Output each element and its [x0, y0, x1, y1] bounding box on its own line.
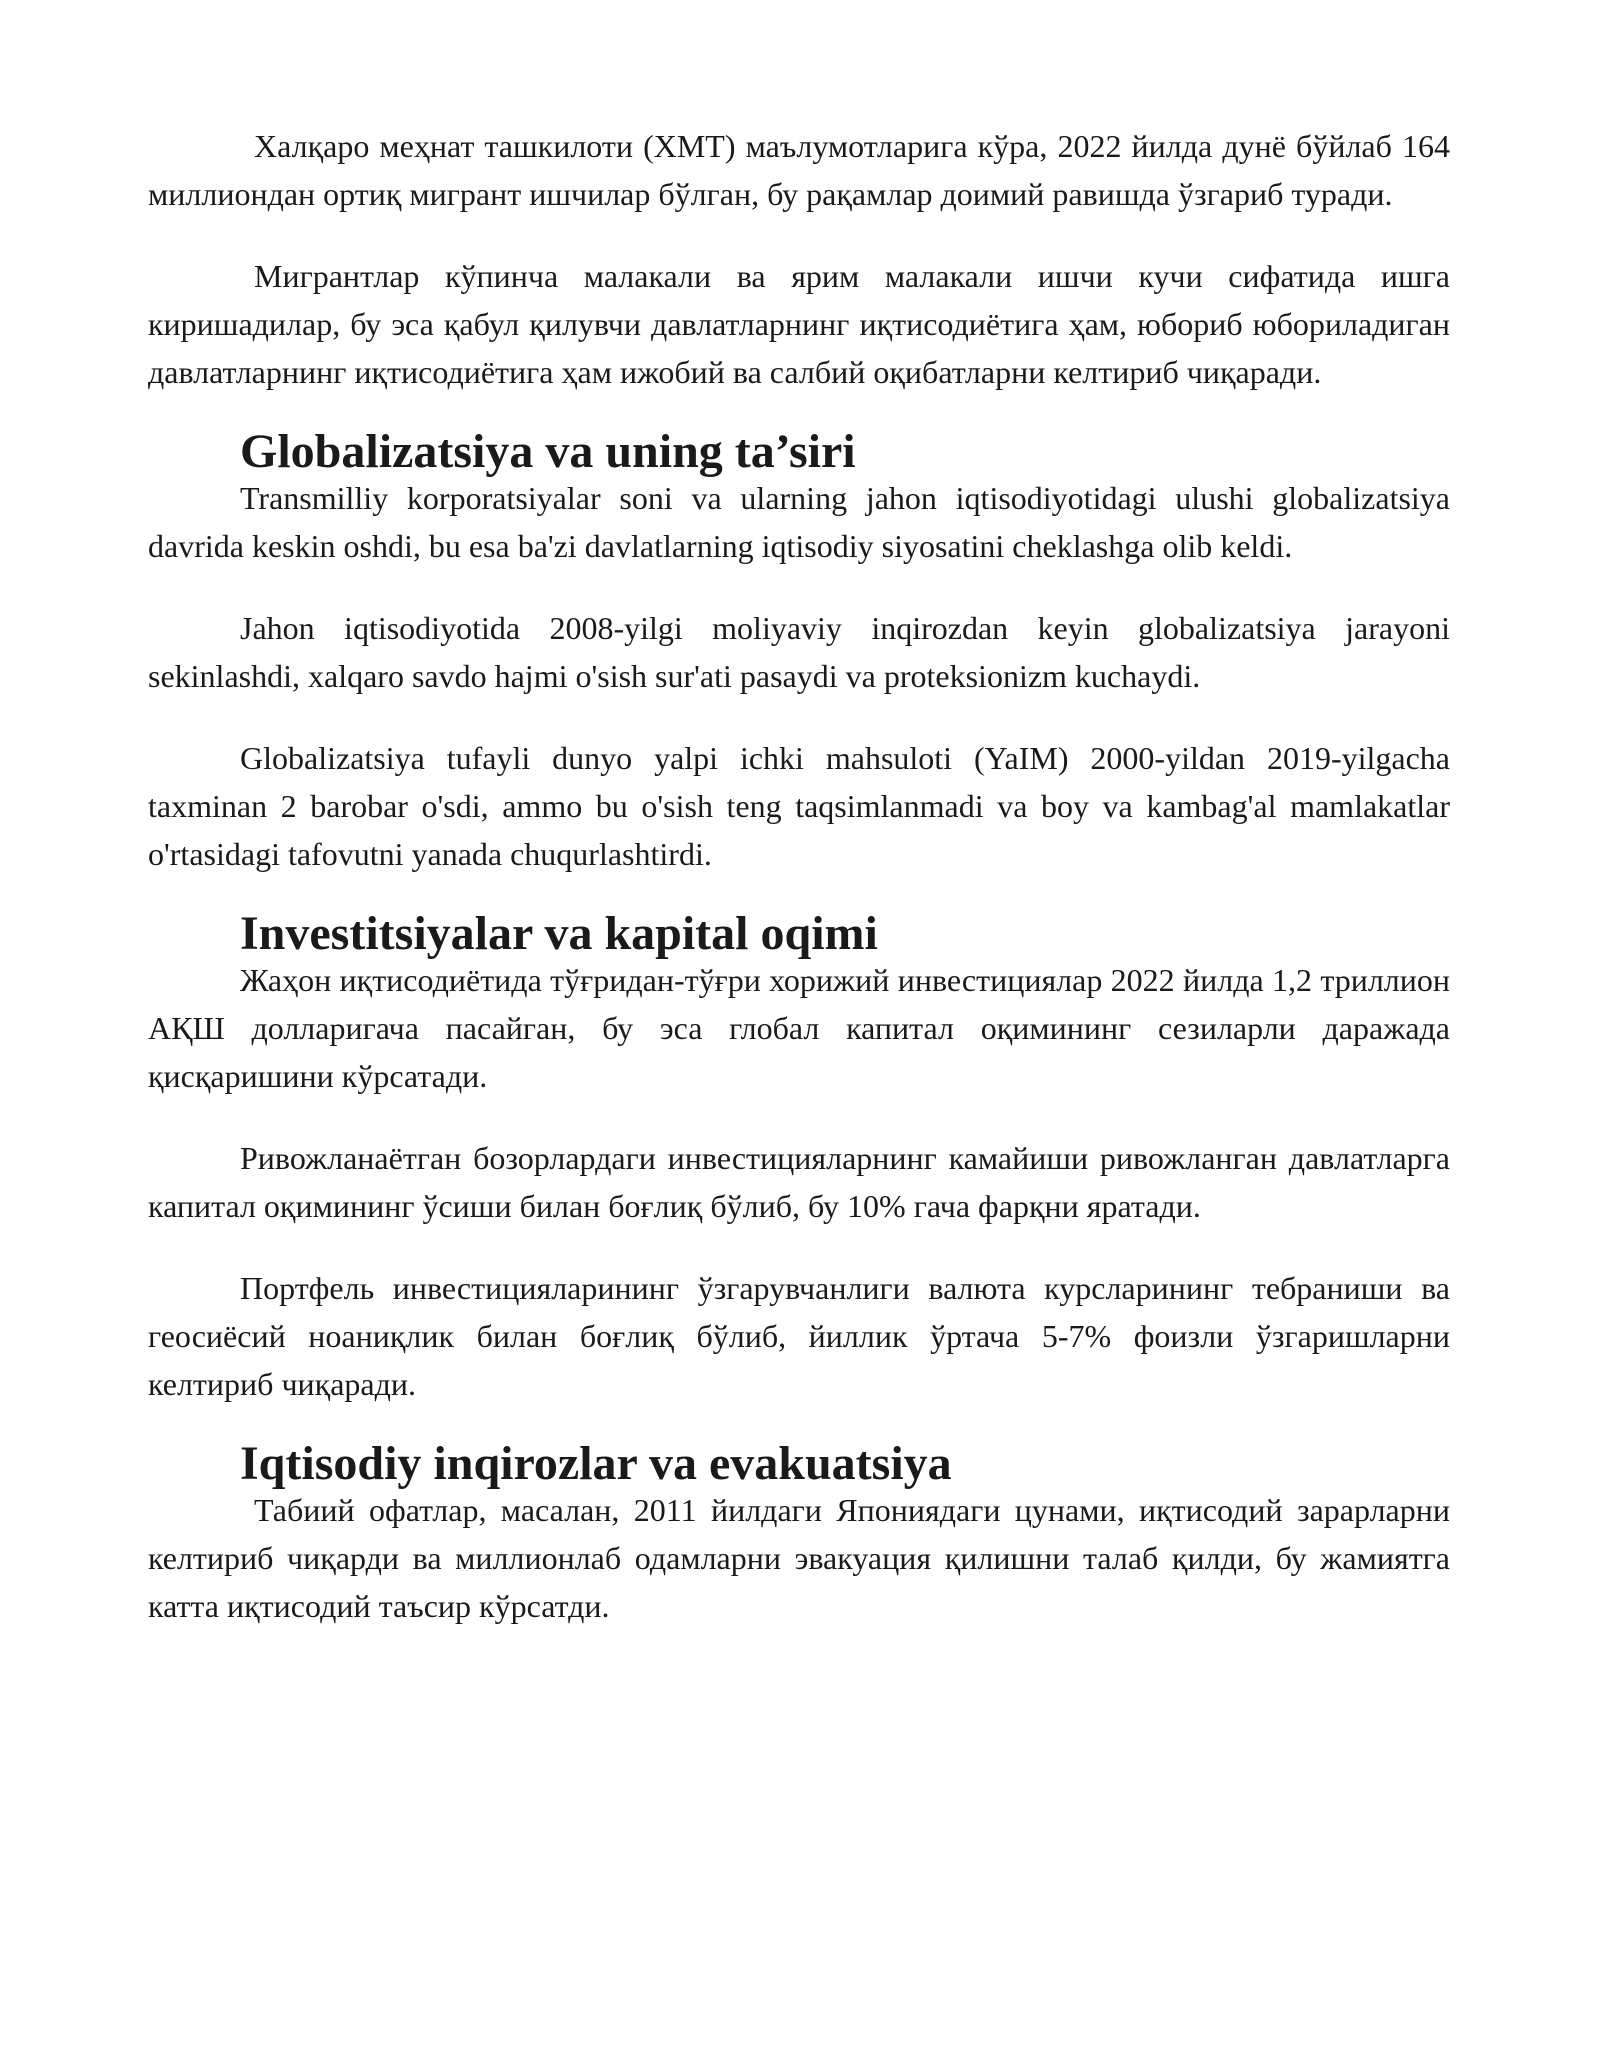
- paragraph-natural-disasters: Табиий офатлар, масалан, 2011 йилдаги Япониядаги цунами, иқтисодий зарарларни келтириб чиқарди ва миллионлаб одамларни эвакуация қилишни талаб қилди, бу жамиятга катта иқтисодий таъсир кўрсатди.: [148, 1492, 1450, 1624]
- paragraph-transnational-corporations: Transmilliy korporatsiyalar soni va ularning jahon iqtisodiyotidagi ulushi globalizatsiya davrida keskin oshdi, bu esa ba'zi davlatlarning iqtisodiy siyosatini cheklashga olib keldi.: [148, 480, 1450, 564]
- heading-investments: Investitsiyalar va kapital oqimi: [240, 907, 878, 960]
- paragraph-migrant-labor: Мигрантлар кўпинча малакали ва ярим малакали ишчи кучи сифатида ишга киришадилар, бу эса қабул қилувчи давлатларнинг иқтисодиётига ҳам, юбориб юбориладиган давлатларнинг иқтисодиётига ҳам ижобий ва салбий оқибатларни келтириб чиқаради.: [148, 258, 1450, 390]
- paragraph-fdi-decline: Жаҳон иқтисодиётида тўғридан-тўғри хорижий инвестициялар 2022 йилда 1,2 триллион АҚШ долларигача пасайган, бу эса глобал капитал оқимининг сезиларли даражада қисқаришини кўрсатади.: [148, 962, 1450, 1094]
- paragraph-emerging-markets: Ривожланаётган бозорлардаги инвестицияларнинг камайиши ривожланган давлатларга капитал оқимининг ўсиши билан боғлиқ бўлиб, бу 10% гача фарқни яратади.: [148, 1140, 1450, 1224]
- heading-globalization: Globalizatsiya va uning ta’siri: [240, 425, 856, 478]
- heading-economic-crises: Iqtisodiy inqirozlar va evakuatsiya: [240, 1437, 952, 1490]
- paragraph-ilo-migrants: Халқаро меҳнат ташкилоти (ХМТ) маълумотларига кўра, 2022 йилда дунё бўйлаб 164 миллиондан ортиқ мигрант ишчилар бўлган, бу рақамлар доимий равишда ўзгариб туради.: [148, 128, 1450, 212]
- paragraph-2008-crisis: Jahon iqtisodiyotida 2008-yilgi moliyaviy inqirozdan keyin globalizatsiya jarayoni sekinlashdi, xalqaro savdo hajmi o'sish sur'ati pasaydi va proteksionizm kuchaydi.: [148, 610, 1450, 694]
- document-body: [148, 122, 1450, 1630]
- paragraph-world-gdp: Globalizatsiya tufayli dunyo yalpi ichki mahsuloti (YaIM) 2000-yildan 2019-yilgacha taxminan 2 barobar o'sdi, ammo bu o'sish teng taqsimlanmadi va boy va kambag'al mamlakatlar o'rtasidagi tafovutni yanada chuqurlashtirdi.: [148, 740, 1450, 872]
- paragraph-portfolio-volatility: Портфель инвестицияларининг ўзгарувчанлиги валюта курсларининг тебраниши ва геосиёсий ноаниқлик билан боғлиқ бўлиб, йиллик ўртача 5-7% фоизли ўзгаришларни келтириб чиқаради.: [148, 1270, 1450, 1402]
